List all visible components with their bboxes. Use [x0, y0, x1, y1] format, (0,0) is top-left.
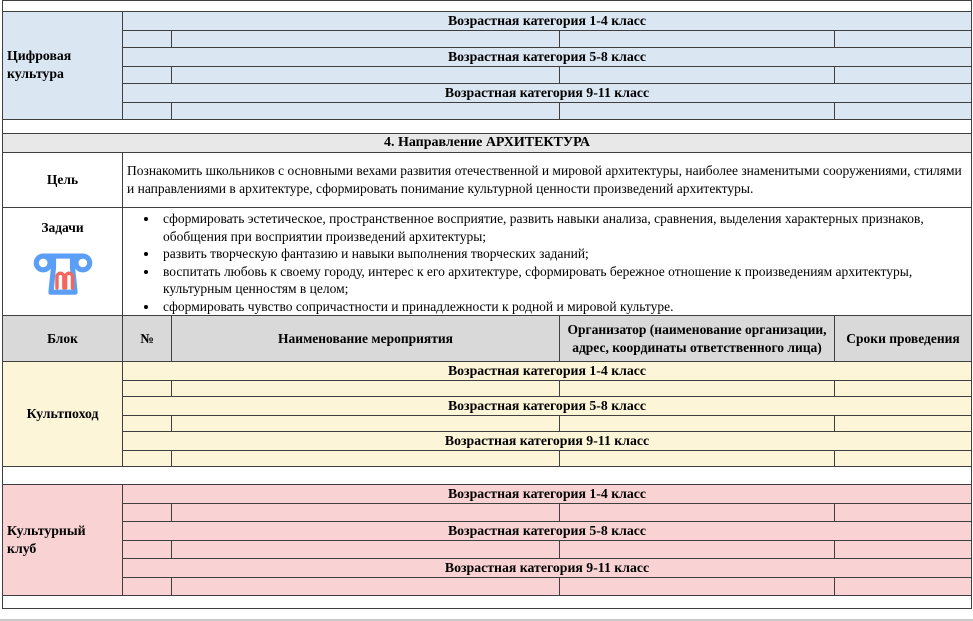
empty-cell-event[interactable] [172, 30, 560, 47]
age-band-1-4: Возрастная категория 1-4 класс [123, 362, 972, 381]
section-label-kultpohod: Культпоход [3, 362, 123, 467]
col-header-event: Наименование мероприятия [172, 316, 560, 362]
empty-cell-event[interactable] [172, 451, 560, 467]
tasks-list [139, 210, 967, 315]
empty-cell-organizer[interactable] [560, 381, 835, 397]
empty-cell-organizer[interactable] [560, 30, 835, 47]
tasks-label-cell [3, 207, 123, 315]
empty-cell-num[interactable] [123, 66, 172, 83]
empty-cell-dates[interactable] [835, 451, 972, 467]
task-item: • сформировать эстетическое, пространственное восприятие, развить навыки анализа, сравнения, выделения характерных признаков, обобщения при восприятии произведений архитектуры; [159, 210, 967, 245]
empty-cell-organizer[interactable] [560, 577, 835, 595]
empty-cell-event[interactable] [172, 66, 560, 83]
direction-title: 4. Направление АРХИТЕКТУРА [3, 133, 972, 152]
column-capital-icon [32, 246, 94, 304]
empty-cell-organizer[interactable] [560, 503, 835, 521]
empty-cell-num[interactable] [123, 503, 172, 521]
empty-cell-organizer[interactable] [560, 451, 835, 467]
empty-cell-dates[interactable] [835, 503, 972, 521]
age-band-9-11: Возрастная категория 9-11 класс [123, 83, 972, 102]
col-header-dates: Сроки проведения [835, 316, 972, 362]
empty-cell-event[interactable] [172, 381, 560, 397]
age-band-1-4: Возрастная категория 1-4 класс [123, 12, 972, 31]
empty-cell-dates[interactable] [835, 540, 972, 558]
empty-cell-dates[interactable] [835, 577, 972, 595]
goal-text: Познакомить школьников с основными вехами развития отечественной и мировой архитектуры, наиболее знаменитыми сооружениями, стилями и направлениями в архитектуре, сформировать понимание культурной ценности произведений архитектуры. [123, 152, 972, 207]
spacer-row [3, 467, 972, 485]
empty-cell-organizer[interactable] [560, 102, 835, 119]
empty-cell-organizer[interactable] [560, 66, 835, 83]
col-header-block: Блок [3, 316, 123, 362]
empty-cell-num[interactable] [123, 102, 172, 119]
empty-cell-num[interactable] [123, 540, 172, 558]
empty-cell-dates[interactable] [835, 381, 972, 397]
empty-cell-dates[interactable] [835, 416, 972, 432]
empty-cell-num[interactable] [123, 416, 172, 432]
tasks-label: Задачи [41, 219, 84, 235]
empty-cell-num[interactable] [123, 451, 172, 467]
age-band-5-8: Возрастная категория 5-8 класс [123, 397, 972, 416]
section-label-digital-culture: Цифровая культура [3, 12, 123, 120]
age-band-5-8: Возрастная категория 5-8 класс [123, 521, 972, 540]
empty-cell-num[interactable] [123, 30, 172, 47]
tasks-list-cell [123, 207, 972, 315]
empty-cell-dates[interactable] [835, 66, 972, 83]
age-band-1-4: Возрастная категория 1-4 класс [123, 485, 972, 504]
empty-cell-dates[interactable] [835, 30, 972, 47]
empty-cell-event[interactable] [172, 416, 560, 432]
empty-cell-event[interactable] [172, 503, 560, 521]
col-header-num: № [123, 316, 172, 362]
empty-cell-num[interactable] [123, 381, 172, 397]
empty-cell-num[interactable] [123, 577, 172, 595]
top-empty-row [3, 1, 972, 12]
age-band-5-8: Возрастная категория 5-8 класс [123, 47, 972, 66]
empty-cell-organizer[interactable] [560, 540, 835, 558]
age-band-9-11: Возрастная категория 9-11 класс [123, 558, 972, 577]
goal-label: Цель [3, 152, 123, 207]
spacer-row [3, 119, 972, 133]
empty-cell-event[interactable] [172, 540, 560, 558]
task-item: • воспитать любовь к своему городу, интерес к его архитектуре, сформировать бережное отношение к произведениям архитектуры, культурным ценностям в целом; [159, 263, 967, 298]
col-header-organizer: Организатор (наименование организации, адрес, координаты ответственного лица) [560, 316, 835, 362]
empty-cell-organizer[interactable] [560, 416, 835, 432]
empty-cell-event[interactable] [172, 102, 560, 119]
empty-cell-dates[interactable] [835, 102, 972, 119]
bottom-empty-row [3, 595, 972, 608]
section-label-kulturny-klub: Культурный клуб [3, 485, 123, 596]
empty-cell-event[interactable] [172, 577, 560, 595]
task-item: • сформировать чувство сопричастности и принадлежности к родной и мировой культуре. [159, 298, 967, 316]
program-table [2, 0, 972, 609]
age-band-9-11: Возрастная категория 9-11 класс [123, 432, 972, 451]
task-item: • развить творческую фантазию и навыки выполнения творческих заданий; [159, 245, 967, 263]
